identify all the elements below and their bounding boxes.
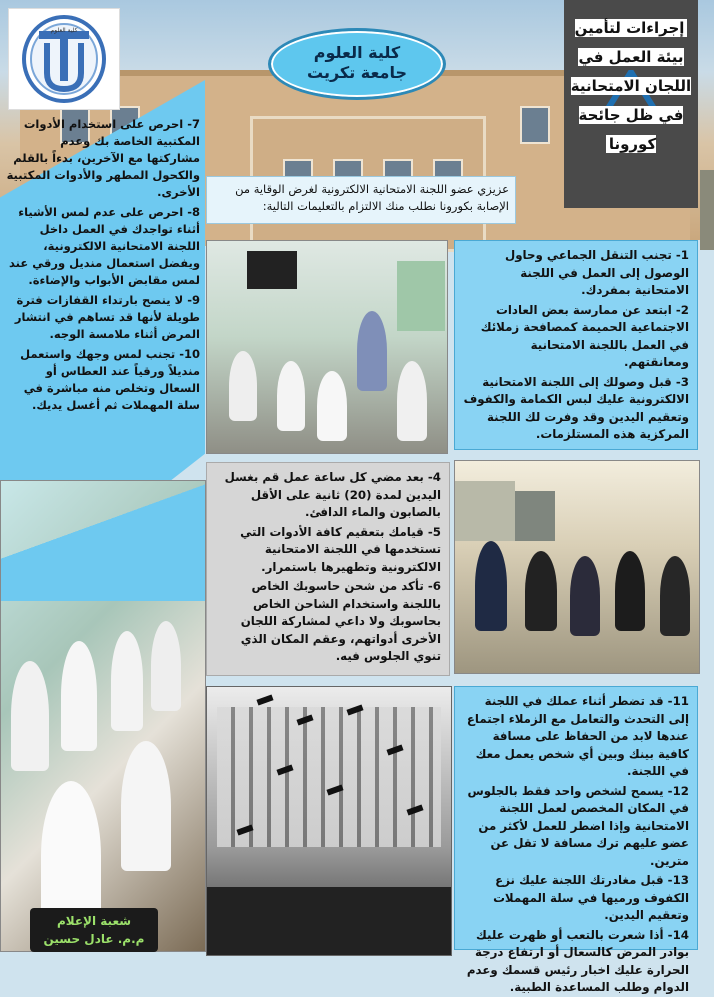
instruction-6: 6- تأكد من شحن حاسوبك الخاص باللجنة واستخدام الشاحن الخاص بحاسوبك ولا داعي لمشاركة اللجان الأخرى أدواتهم، وعقم المكان الذي تنوي الجلوس فيه.: [240, 579, 441, 663]
instruction-1: 1- تجنب التنقل الجماعي وحاول الوصول إلى العمل في اللجنة الامتحانية بمفردك.: [504, 248, 689, 297]
college-title-oval: [268, 28, 446, 100]
edge-photo: [700, 170, 714, 250]
instruction-8: 8- احرص على عدم لمس الأشياء أثناء تواجدك في العمل داخل اللجنة الامتحانية الالكترونية، ويفضل استعمال منديل ورقي عند لمس مقابض الأبواب والإضاءة.: [9, 205, 200, 287]
signature-author: م.م. عادل حسين: [43, 932, 145, 946]
university-logo: [8, 8, 120, 110]
left-instructions: [6, 116, 200, 414]
instruction-4: 4- بعد مضي كل ساعة عمل قم بغسل اليدين لمدة (20) ثانية على الأقل بالصابون والماء الدافئ.: [224, 470, 441, 519]
instructions-block-3: [454, 686, 698, 994]
signature-unit: شعبة الإعلام: [56, 914, 132, 928]
university-name: جامعة تكريت: [307, 63, 407, 82]
instruction-9: 9- لا ينصح بارتداء القفازات فترة طويلة لأنها قد تساهم في انتشار المرض أثناء ملامسة الوجه.: [14, 293, 200, 341]
instructions-block-2: [206, 462, 450, 676]
classroom-photo-1: [206, 240, 448, 454]
classroom-photo-2: [454, 460, 700, 674]
graduation-photo: [206, 686, 452, 956]
college-name: كلية العلوم: [313, 43, 401, 62]
instruction-14: 14- أذا شعرت بالتعب أو ظهرت عليك بوادر المرض كالسعال أو ارتفاع درجة الحرارة عليك اخبار رئيس قسمك وعدم الدوام وطلب المساعدة الطبية.: [466, 927, 689, 994]
instruction-12: 12- يسمح لشخص واحد فقط بالجلوس في المكان المخصص لعمل اللجنة الامتحانية وإذا اضطر للعمل لأكثر من عضو عليهم ترك مسافة لا تقل عن مترين.: [467, 783, 689, 868]
instruction-10: 10- تجنب لمس وجهك واستعمل منديلاً ورقياً عند العطاس أو السعال وتخلص منه مباشرة في سلة المهملات ثم أغسل يديك.: [20, 347, 200, 412]
exam-hall-photo: [0, 480, 206, 952]
instructions-block-1: [454, 240, 698, 450]
instruction-13: 13- قبل مغادرتك اللجنة عليك نزع الكفوف ورميها في سلة المهملات وتعقيم اليدين.: [493, 873, 689, 922]
poster-title-text: إجراءات لتأمين بيئة العمل في اللجان الامتحانية في ظل جائحة كورونا: [570, 19, 692, 153]
intro-text: عزيزي عضو اللجنة الامتحانية الالكترونية لغرض الوقاية من الإصابة بكورونا نطلب منك الالتزام بالتعليمات التالية:: [206, 176, 516, 224]
signature-box: [30, 908, 158, 952]
poster-title: [570, 14, 692, 159]
instruction-3: 3- قبل وصولك إلى اللجنة الامتحانية الالكترونية عليك لبس الكمامة والكفوف وتعقيم اليدين وقد وفرت لك اللجنة المركزية هذه المستلزمات.: [463, 374, 689, 441]
instruction-11: 11- قد تضطر أثناء عملك في اللجنة إلى التحدث والتعامل مع الزملاء اجتماع عندها لابد من الحفاظ على مسافة كافية بينك وبين أي شخص يعمل معك في اللجنة.: [466, 694, 689, 778]
logo-label: كلية العلوم: [50, 27, 78, 34]
instruction-7: 7- احرص على استخدام الأدوات المكتبية الخاصة بك وعدم مشاركتها مع الآخرين، بدءاً بالقلم والكحول المطهر والأدوات المكتبية الأخرى.: [6, 117, 200, 199]
instruction-2: 2- ابتعد عن ممارسة بعض العادات الاجتماعية الحميمة كمصافحة زملائك في العمل باللجنة الامتحانية ومعانقتهم.: [480, 302, 689, 369]
instruction-5: 5- قيامك بتعقيم كافة الأدوات التي تستخدمها في اللجنة الامتحانية الالكترونية وتطهيرها باستمرار.: [240, 524, 441, 574]
